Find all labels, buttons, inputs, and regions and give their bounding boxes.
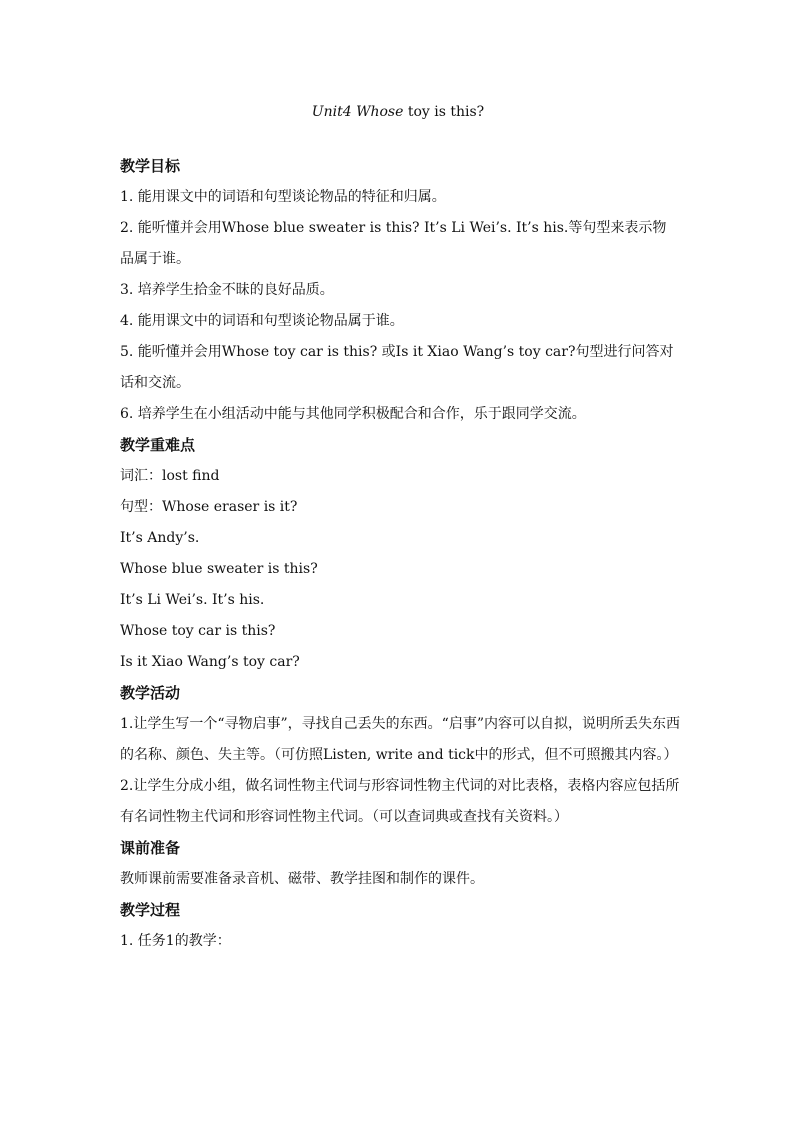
key-point-item: Whose blue sweater is this? — [120, 561, 318, 577]
section-heading-process: 教学过程 — [120, 901, 181, 919]
title-unit: Unit4 Whose — [311, 104, 404, 120]
key-point-item: 词汇：lost find — [120, 468, 220, 484]
objective-item: 3. 培养学生拾金不昧的良好品质。 — [120, 282, 334, 298]
section-heading-preparation: 课前准备 — [120, 839, 181, 857]
process-item: 1. 任务1的教学： — [120, 933, 231, 949]
section-heading-objectives: 教学目标 — [120, 157, 181, 175]
document-body — [120, 100, 680, 957]
objective-item: 6. 培养学生在小组活动中能与其他同学积极配合和合作，乐于跟同学交流。 — [120, 406, 586, 422]
key-point-item: It’s Li Wei’s. It’s his. — [120, 592, 265, 608]
objective-item: 4. 能用课文中的词语和句型谈论物品属于谁。 — [120, 313, 404, 329]
objective-item: 5. 能听懂并会用Whose toy car is this? 或Is it Xiao Wang’s toy car?句型进行问答对话和交流。 — [120, 344, 674, 391]
activity-item: 2.让学生分成小组，做名词性物主代词与形容词性物主代词的对比表格，表格内容应包括所有名词性物主代词和形容词性物主代词。（可以查词典或查找有关资料。） — [120, 778, 680, 825]
key-point-item: Is it Xiao Wang’s toy car? — [120, 654, 300, 670]
activity-item: 1.让学生写一个“寻物启事”，寻找自己丢失的东西。“启事”内容可以自拟，说明所丢失东西的名称、颜色、失主等。（可仿照Listen, write and tick中的形式，但不可照搬其内容。） — [120, 716, 680, 763]
key-point-item: 句型：Whose eraser is it? — [120, 499, 298, 515]
objective-item: 2. 能听懂并会用Whose blue sweater is this? It’s Li Wei’s. It’s his.等句型来表示物品属于谁。 — [120, 220, 667, 267]
key-point-item: It’s Andy’s. — [120, 530, 200, 546]
preparation-item: 教师课前需要准备录音机、磁带、教学挂图和制作的课件。 — [120, 871, 484, 887]
title-rest: toy is this? — [403, 104, 485, 120]
objective-item: 1. 能用课文中的词语和句型谈论物品的特征和归属。 — [120, 189, 446, 205]
key-point-item: Whose toy car is this? — [120, 623, 276, 639]
section-heading-activities: 教学活动 — [120, 684, 181, 702]
document-title — [118, 100, 678, 124]
section-heading-key-points: 教学重难点 — [120, 436, 196, 454]
